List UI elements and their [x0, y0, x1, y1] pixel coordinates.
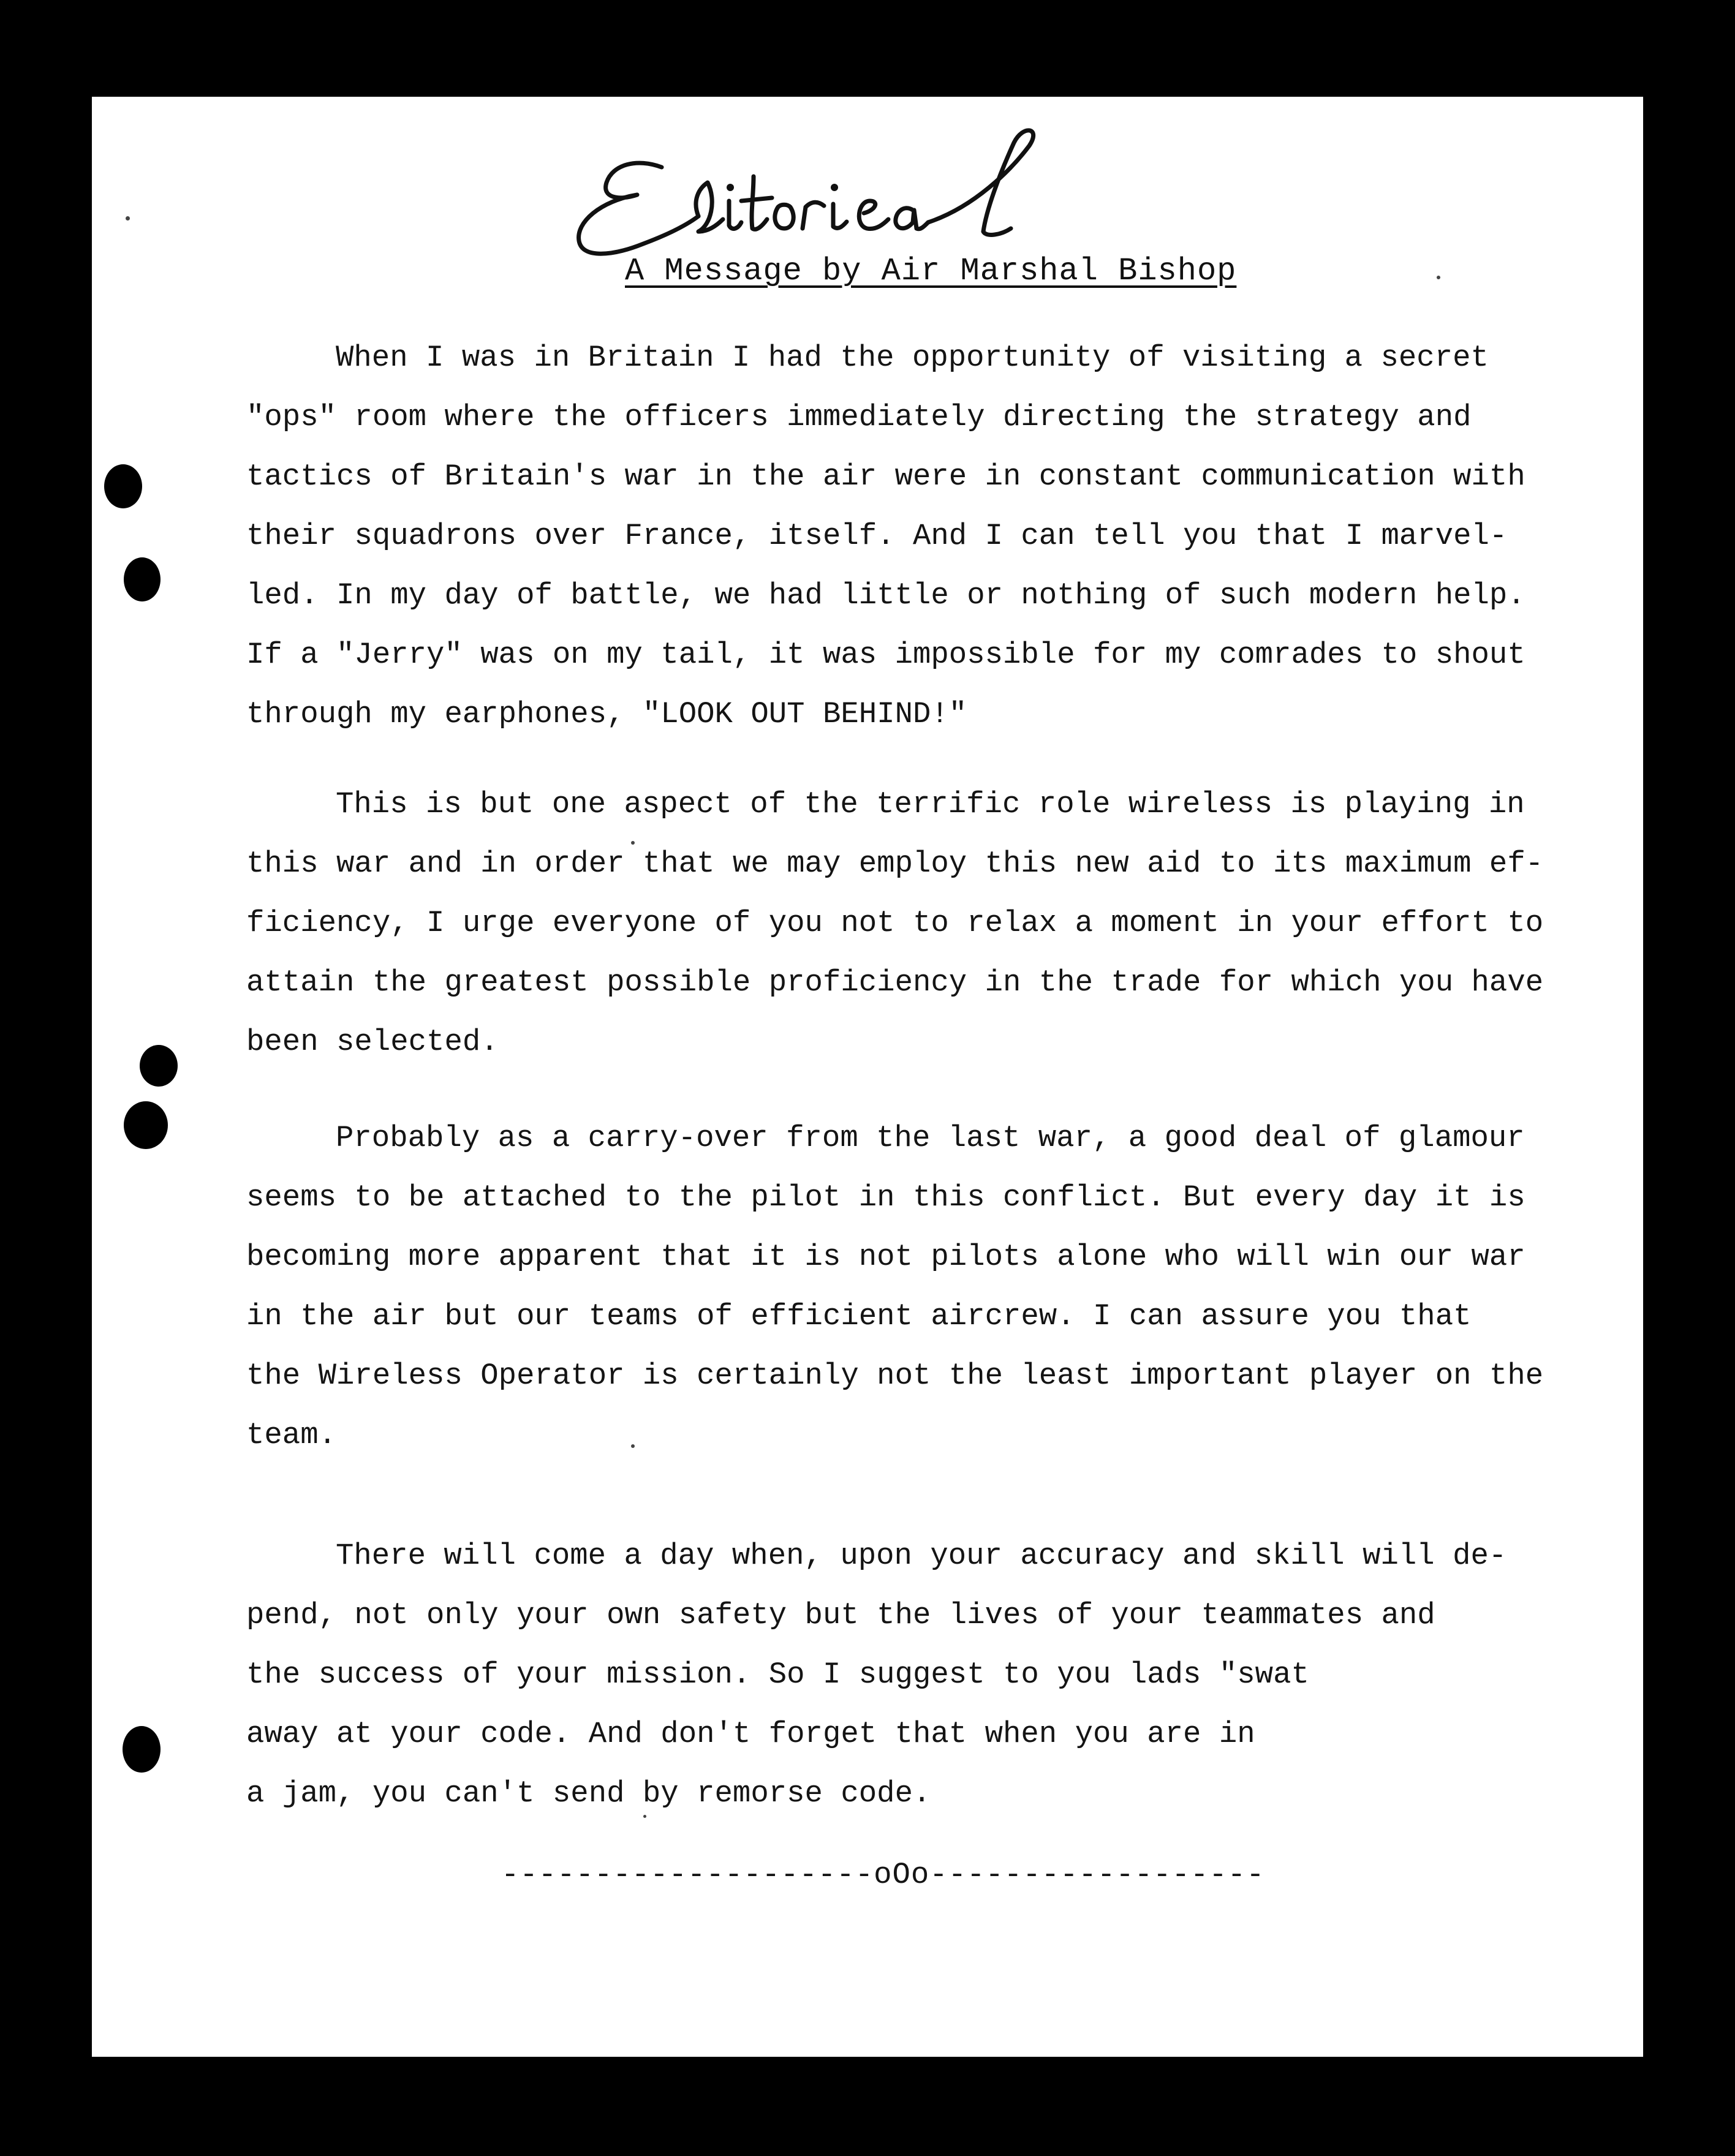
punch-hole: [140, 1045, 178, 1087]
punch-hole: [104, 464, 142, 508]
text-line: Probably as a carry-over from the last war, a good deal of glamour: [336, 1121, 1525, 1155]
text-line: attain the greatest possible proficiency in the trade for which you have: [246, 965, 1544, 1000]
text-line: a jam, you can't send by remorse code.: [246, 1776, 931, 1811]
punch-hole: [123, 1726, 161, 1773]
text-line: pend, not only your own safety but the lives of your teammates and: [246, 1598, 1435, 1632]
punch-hole: [124, 557, 161, 601]
text-line: seems to be attached to the pilot in this conflict. But every day it is: [246, 1180, 1525, 1215]
text-line: the success of your mission. So I suggest to you lads "swat: [246, 1657, 1309, 1692]
document-page: [92, 97, 1643, 2057]
end-separator: --------------------oOo------------------: [501, 1858, 1265, 1892]
text-line: this war and in order that we may employ this new aid to its maximum ef-: [246, 846, 1544, 881]
text-line: ficiency, I urge everyone of you not to relax a moment in your effort to: [246, 906, 1544, 940]
text-line: "ops" room where the officers immediately directing the strategy and: [246, 400, 1472, 434]
text-line: led. In my day of battle, we had little or nothing of such modern help.: [246, 578, 1525, 612]
text-line: When I was in Britain I had the opportunity of visiting a secret: [336, 341, 1489, 375]
text-line: There will come a day when, upon your accuracy and skill will de-: [336, 1539, 1507, 1573]
paper-speck: [126, 216, 130, 221]
paragraph-1: [246, 328, 1557, 744]
text-line: the Wireless Operator is certainly not the least important player on the: [246, 1359, 1544, 1393]
document-heading: A Message by Air Marshal Bishop: [625, 253, 1237, 289]
text-line: team.: [246, 1418, 337, 1452]
paragraph-3: [246, 1109, 1557, 1465]
paragraph-2: [246, 775, 1557, 1072]
text-line: If a "Jerry" was on my tail, it was impossible for my comrades to shout: [246, 638, 1525, 672]
text-line: through my earphones, "LOOK OUT BEHIND!": [246, 697, 967, 731]
paper-speck: [1437, 276, 1440, 279]
paper-speck: [631, 841, 635, 845]
document-body: [246, 328, 1557, 1823]
text-line: their squadrons over France, itself. And I can tell you that I marvel-: [246, 519, 1508, 553]
punch-hole: [124, 1101, 168, 1149]
text-line: becoming more apparent that it is not pilots alone who will win our war: [246, 1240, 1525, 1274]
paragraph-4: [246, 1526, 1557, 1823]
text-line: in the air but our teams of efficient aircrew. I can assure you that: [246, 1299, 1472, 1333]
text-line: been selected.: [246, 1025, 499, 1059]
text-line: This is but one aspect of the terrific role wireless is playing in: [336, 787, 1525, 821]
text-line: away at your code. And don't forget that when you are in: [246, 1717, 1255, 1751]
text-line: tactics of Britain's war in the air were in constant communication with: [246, 459, 1525, 494]
paper-speck: [631, 1444, 635, 1448]
paper-speck: [643, 1815, 646, 1818]
